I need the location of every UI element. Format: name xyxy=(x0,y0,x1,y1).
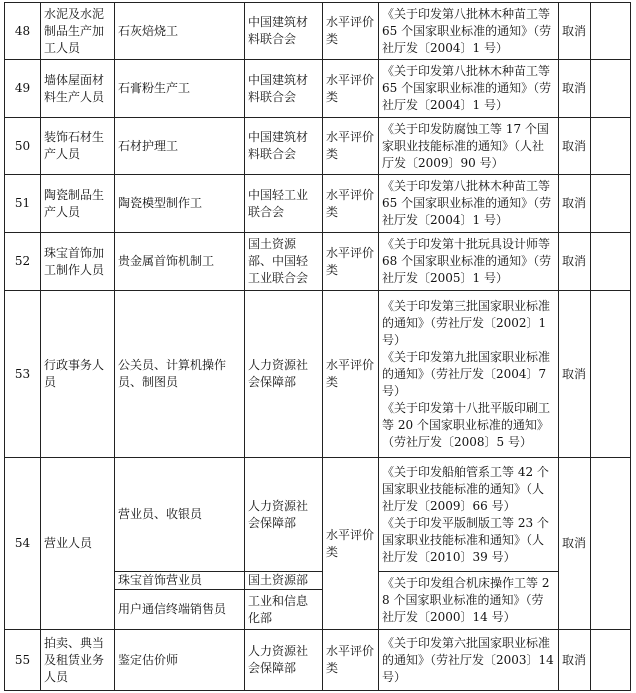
docs-cell xyxy=(379,291,559,458)
action-cell: 取消 xyxy=(559,233,591,291)
row-number: 52 xyxy=(5,233,41,291)
dept-cell: 中国建筑材料联合会 xyxy=(245,3,323,60)
table-row xyxy=(5,118,631,175)
doc-reference: 《关于印发第九批国家职业标准的通知》（劳社厅发〔2004〕7 号） xyxy=(382,349,551,398)
dept-cell: 人力资源社会保障部 xyxy=(245,630,323,691)
doc-reference: 《关于印发平版制版工等 23 个国家职业技能标准和通知》（人社厅发〔2010〕39 号） xyxy=(382,515,549,564)
action-cell: 取消 xyxy=(559,60,591,118)
action-cell: 取消 xyxy=(559,3,591,60)
docs-cell xyxy=(379,233,559,291)
method-cell: 水平评价类 xyxy=(323,60,379,118)
job-cell: 用户通信终端销售员 xyxy=(115,590,245,630)
row-number: 51 xyxy=(5,175,41,233)
doc-reference: 《关于印发组合机床操作工等 28 个国家职业标准的通知》（劳社厅发〔2000〕14 号） xyxy=(382,576,550,624)
row-number: 50 xyxy=(5,118,41,175)
category-cell: 装饰石材生产人员 xyxy=(41,118,115,175)
table-row xyxy=(5,60,631,118)
empty-cell xyxy=(591,60,631,118)
method-cell: 水平评价类 xyxy=(323,630,379,691)
job-cell: 营业员、收银员 xyxy=(115,458,245,572)
method-cell: 水平评价类 xyxy=(323,291,379,458)
doc-reference: 《关于印发第十批玩具设计师等 68 个国家职业标准的通知》（劳社厅发〔2005〕1 号） xyxy=(382,237,552,285)
category-cell: 珠宝首饰加工制作人员 xyxy=(41,233,115,291)
dept-cell: 中国建筑材料联合会 xyxy=(245,60,323,118)
category-cell: 水泥及水泥制品生产加工人员 xyxy=(41,3,115,60)
category-cell: 行政事务人员 xyxy=(41,291,115,458)
method-cell: 水平评价类 xyxy=(323,458,379,630)
job-cell: 石材护理工 xyxy=(115,118,245,175)
empty-cell xyxy=(591,458,631,630)
job-cell: 石灰焙烧工 xyxy=(115,3,245,60)
table-row xyxy=(5,3,631,60)
method-cell: 水平评价类 xyxy=(323,118,379,175)
method-cell: 水平评价类 xyxy=(323,233,379,291)
job-cell: 鉴定估价师 xyxy=(115,630,245,691)
category-cell: 拍卖、典当及租赁业务人员 xyxy=(41,630,115,691)
doc-reference: 《关于印发第三批国家职业标准的通知》（劳社厅发〔2002〕1 号） xyxy=(382,298,551,347)
doc-reference: 《关于印发第六批国家职业标准的通知》（劳社厅发〔2003〕14 号） xyxy=(382,635,554,684)
occupation-table xyxy=(4,2,631,691)
row-number: 55 xyxy=(5,630,41,691)
empty-cell xyxy=(591,175,631,233)
action-cell: 取消 xyxy=(559,291,591,458)
action-cell: 取消 xyxy=(559,458,591,630)
job-cell: 公关员、计算机操作员、制图员 xyxy=(115,291,245,458)
doc-reference: 《关于印发第八批林木种苗工等 65 个国家职业标准的通知》（劳社厅发〔2004〕1 号） xyxy=(382,64,552,112)
table-row xyxy=(5,233,631,291)
action-cell: 取消 xyxy=(559,630,591,691)
action-cell: 取消 xyxy=(559,175,591,233)
category-cell: 营业人员 xyxy=(41,458,115,630)
dept-cell: 工业和信息化部 xyxy=(245,590,323,630)
doc-reference: 《关于印发防腐蚀工等 17 个国家职业技能标准的通知》（人社厅发〔2009〕90 号） xyxy=(382,121,549,170)
docs-cell xyxy=(379,630,559,691)
method-cell: 水平评价类 xyxy=(323,175,379,233)
docs-cell xyxy=(379,175,559,233)
empty-cell xyxy=(591,118,631,175)
empty-cell xyxy=(591,630,631,691)
dept-cell: 国土资源部、中国轻工业联合会 xyxy=(245,233,323,291)
job-cell: 石膏粉生产工 xyxy=(115,60,245,118)
job-cell: 珠宝首饰营业员 xyxy=(115,572,245,590)
method-cell: 水平评价类 xyxy=(323,3,379,60)
docs-cell xyxy=(379,3,559,60)
dept-cell: 人力资源社会保障部 xyxy=(245,291,323,458)
category-cell: 陶瓷制品生产人员 xyxy=(41,175,115,233)
doc-reference: 《关于印发第八批林木种苗工等 65 个国家职业标准的通知》（劳社厅发〔2004〕1 号） xyxy=(382,179,552,227)
docs-cell xyxy=(379,572,559,630)
dept-cell: 中国轻工业联合会 xyxy=(245,175,323,233)
dept-cell: 人力资源社会保障部 xyxy=(245,458,323,572)
doc-reference: 《关于印发船舶管系工等 42 个国家职业技能标准的通知》（人社厅发〔2009〕66 号） xyxy=(382,464,549,513)
docs-cell xyxy=(379,118,559,175)
row-number: 48 xyxy=(5,3,41,60)
empty-cell xyxy=(591,291,631,458)
table-row xyxy=(5,458,631,572)
docs-cell xyxy=(379,458,559,572)
job-cell: 陶瓷模型制作工 xyxy=(115,175,245,233)
dept-cell: 中国建筑材料联合会 xyxy=(245,118,323,175)
row-number: 49 xyxy=(5,60,41,118)
doc-reference: 《关于印发第八批林木种苗工等 65 个国家职业标准的通知》（劳社厅发〔2004〕1 号） xyxy=(382,6,552,55)
empty-cell xyxy=(591,3,631,60)
docs-cell xyxy=(379,60,559,118)
action-cell: 取消 xyxy=(559,118,591,175)
table-row xyxy=(5,291,631,458)
dept-cell: 国土资源部 xyxy=(245,572,323,590)
job-cell: 贵金属首饰机制工 xyxy=(115,233,245,291)
empty-cell xyxy=(591,233,631,291)
doc-reference: 《关于印发第十八批平版印刷工等 20 个国家职业标准的通知》（劳社厅发〔2008〕5 号） xyxy=(382,400,551,449)
row-number: 54 xyxy=(5,458,41,630)
table-row xyxy=(5,630,631,691)
category-cell: 墙体屋面材料生产人员 xyxy=(41,60,115,118)
table-row xyxy=(5,175,631,233)
row-number: 53 xyxy=(5,291,41,458)
